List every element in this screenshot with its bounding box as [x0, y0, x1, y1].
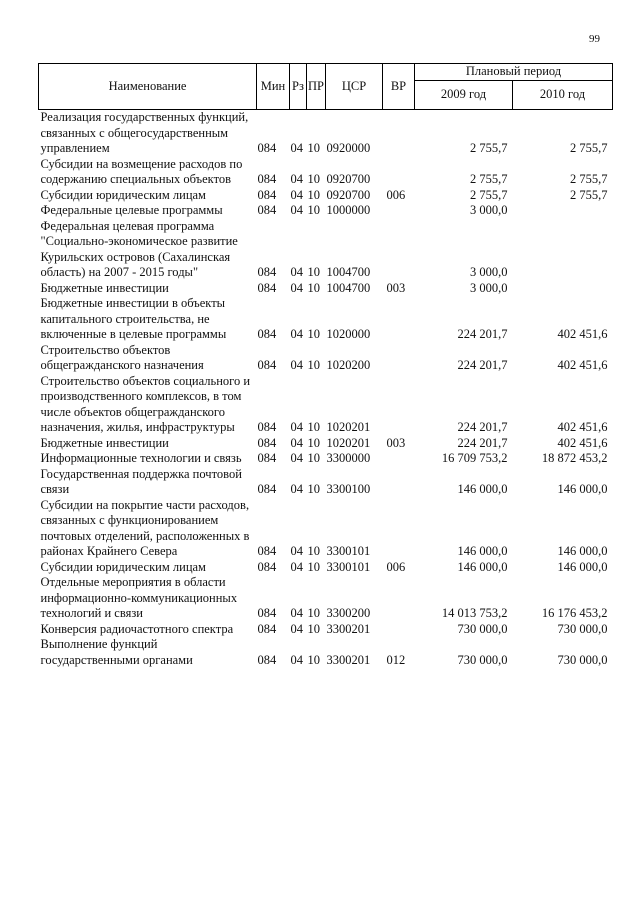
row-min: 084 [257, 358, 277, 372]
row-min: 084 [257, 420, 277, 434]
table-row [39, 219, 613, 281]
row-name: Бюджетные инвестиции в объекты капитального строительства, не включенные в целевые программы [40, 296, 227, 341]
header-planned-period: Плановый период [415, 64, 613, 81]
row-vr [383, 343, 415, 374]
row-vr [383, 575, 415, 622]
table-row [39, 203, 613, 219]
row-vr [383, 374, 415, 436]
row-min: 084 [257, 203, 277, 217]
row-rz: 04 [290, 451, 303, 465]
table-row [39, 343, 613, 374]
row-vr [383, 498, 415, 560]
row-rz: 04 [290, 280, 303, 295]
row-rz: 04 [290, 203, 303, 217]
row-rz: 04 [290, 559, 303, 574]
budget-table [38, 63, 613, 668]
row-csr: 1004700 [326, 265, 371, 279]
row-csr: 3300000 [326, 451, 371, 465]
row-value-2009: 3 000,0 [470, 280, 508, 295]
row-name: Отдельные мероприятия в области информационно-коммуникационных технологий и связи [40, 575, 238, 620]
header-pr: ПР [307, 64, 326, 110]
row-pr: 10 [307, 544, 320, 558]
row-csr: 3300201 [326, 621, 371, 636]
row-value-2009: 224 201,7 [457, 327, 508, 341]
row-value-2010: 2 755,7 [570, 172, 608, 186]
row-vr [383, 467, 415, 498]
row-vr [383, 622, 415, 638]
table-row [39, 467, 613, 498]
row-vr [383, 219, 415, 281]
row-value-2010: 402 451,6 [557, 435, 608, 450]
table-row [39, 110, 613, 157]
row-value-2009: 2 755,7 [470, 141, 508, 155]
row-csr: 3300201 [326, 652, 371, 667]
table-row [39, 622, 613, 638]
row-value-2010: 146 000,0 [557, 544, 608, 558]
row-pr: 10 [307, 606, 320, 620]
row-rz: 04 [290, 358, 303, 372]
row-min: 084 [257, 652, 277, 667]
row-min: 084 [257, 141, 277, 155]
row-min: 084 [257, 606, 277, 620]
row-min: 084 [257, 482, 277, 496]
table-row [39, 560, 613, 576]
row-pr: 10 [307, 482, 320, 496]
row-pr: 10 [307, 327, 320, 341]
row-name: Выполнение функций государственными органами [40, 637, 193, 667]
row-min: 084 [257, 544, 277, 558]
row-pr: 10 [307, 280, 320, 295]
row-value-2009: 224 201,7 [457, 358, 508, 372]
row-rz: 04 [290, 187, 303, 202]
row-min: 084 [257, 187, 277, 202]
row-pr: 10 [307, 172, 320, 186]
row-csr: 1020200 [326, 358, 371, 372]
row-min: 084 [257, 172, 277, 186]
row-vr: 012 [386, 652, 406, 667]
table-row [39, 157, 613, 188]
row-value-2010: 2 755,7 [570, 187, 608, 202]
row-value-2009: 224 201,7 [457, 420, 508, 434]
row-value-2009: 146 000,0 [457, 559, 508, 574]
row-value-2009: 146 000,0 [457, 544, 508, 558]
table-row [39, 637, 613, 668]
row-value-2010: 146 000,0 [557, 559, 608, 574]
row-name: Субсидии юридическим лицам [40, 559, 206, 574]
row-name: Реализация государственных функций, связанных с общегосударственным управлением [40, 110, 249, 155]
row-name: Бюджетные инвестиции [40, 435, 169, 450]
row-value-2009: 2 755,7 [470, 187, 508, 202]
row-pr: 10 [307, 203, 320, 217]
row-vr: 003 [386, 280, 406, 295]
row-value-2010: 18 872 453,2 [541, 451, 608, 465]
row-pr: 10 [307, 652, 320, 667]
table-row [39, 296, 613, 343]
row-rz: 04 [290, 265, 303, 279]
header-name: Наименование [39, 64, 257, 110]
row-csr: 3300200 [326, 606, 371, 620]
header-csr: ЦСР [326, 64, 383, 110]
row-csr: 1020201 [326, 420, 371, 434]
row-min: 084 [257, 327, 277, 341]
row-pr: 10 [307, 141, 320, 155]
row-min: 084 [257, 280, 277, 295]
row-rz: 04 [290, 482, 303, 496]
row-name: Информационные технологии и связь [40, 451, 242, 465]
row-value-2009: 224 201,7 [457, 435, 508, 450]
row-csr: 0920700 [326, 187, 371, 202]
table-row [39, 374, 613, 436]
row-rz: 04 [290, 606, 303, 620]
row-rz: 04 [290, 435, 303, 450]
row-vr: 006 [386, 187, 406, 202]
row-value-2009: 146 000,0 [457, 482, 508, 496]
table-header [39, 64, 613, 110]
row-value-2010: 402 451,6 [557, 327, 608, 341]
row-pr: 10 [307, 358, 320, 372]
row-value-2009: 2 755,7 [470, 172, 508, 186]
row-value-2010: 730 000,0 [557, 652, 608, 667]
row-value-2010: 402 451,6 [557, 358, 608, 372]
row-min: 084 [257, 265, 277, 279]
row-value-2009: 3 000,0 [470, 203, 508, 217]
row-pr: 10 [307, 451, 320, 465]
row-value-2009: 16 709 753,2 [441, 451, 508, 465]
row-value-2009: 730 000,0 [457, 621, 508, 636]
row-value-2010: 146 000,0 [557, 482, 608, 496]
header-year-2009: 2009 год [415, 81, 513, 110]
row-min: 084 [257, 451, 277, 465]
row-vr [383, 110, 415, 157]
row-name: Бюджетные инвестиции [40, 280, 169, 295]
row-rz: 04 [290, 420, 303, 434]
row-name: Субсидии на покрытие части расходов, связанных с функционированием почтовых отделений, расположенных в районах Крайнего Севера [40, 497, 250, 558]
row-vr [383, 203, 415, 219]
row-rz: 04 [290, 544, 303, 558]
row-value-2009: 14 013 753,2 [441, 606, 508, 620]
row-rz: 04 [290, 172, 303, 186]
row-csr: 3300101 [326, 544, 371, 558]
row-name: Федеральная целевая программа "Социально-экономическое развитие Курильских островов (Сахалинская область) на 2007 - 2015 годы" [40, 218, 238, 279]
header-rz: Рз [290, 64, 307, 110]
row-csr: 1020201 [326, 435, 371, 450]
row-vr [383, 451, 415, 467]
header-vr: ВР [383, 64, 415, 110]
header-min: Мин [257, 64, 290, 110]
row-csr: 0920700 [326, 172, 371, 186]
row-pr: 10 [307, 187, 320, 202]
table-row [39, 575, 613, 622]
row-min: 084 [257, 559, 277, 574]
row-vr [383, 157, 415, 188]
row-value-2010 [513, 281, 613, 297]
row-name: Государственная поддержка почтовой связи [40, 466, 242, 496]
row-rz: 04 [290, 652, 303, 667]
row-min: 084 [257, 621, 277, 636]
row-csr: 0920000 [326, 141, 371, 155]
table-row [39, 451, 613, 467]
row-value-2009: 3 000,0 [470, 265, 508, 279]
row-csr: 1004700 [326, 280, 371, 295]
row-name: Федеральные целевые программы [40, 203, 223, 217]
page-number: 99 [589, 33, 600, 45]
row-vr [383, 296, 415, 343]
row-name: Строительство объектов общегражданского назначения [40, 342, 204, 372]
row-pr: 10 [307, 621, 320, 636]
row-value-2010: 402 451,6 [557, 420, 608, 434]
row-name: Конверсия радиочастотного спектра [40, 621, 234, 636]
row-rz: 04 [290, 621, 303, 636]
row-pr: 10 [307, 435, 320, 450]
table-row [39, 188, 613, 204]
row-csr: 3300100 [326, 482, 371, 496]
row-value-2010: 2 755,7 [570, 141, 608, 155]
row-rz: 04 [290, 141, 303, 155]
row-csr: 3300101 [326, 559, 371, 574]
table-body [39, 110, 613, 669]
table-row [39, 436, 613, 452]
row-min: 084 [257, 435, 277, 450]
row-pr: 10 [307, 559, 320, 574]
row-pr: 10 [307, 420, 320, 434]
row-value-2009: 730 000,0 [457, 652, 508, 667]
row-value-2010 [513, 203, 613, 219]
table-row [39, 281, 613, 297]
table-row [39, 498, 613, 560]
row-rz: 04 [290, 327, 303, 341]
row-csr: 1020000 [326, 327, 371, 341]
header-year-2010: 2010 год [513, 81, 613, 110]
row-value-2010: 16 176 453,2 [541, 606, 608, 620]
row-value-2010: 730 000,0 [557, 621, 608, 636]
row-value-2010 [513, 219, 613, 281]
row-name: Строительство объектов социального и производственного комплексов, в том числе объектов общегражданского назначения, жилья, инфраструктуры [40, 373, 251, 434]
row-name: Субсидии на возмещение расходов по содержанию специальных объектов [40, 156, 243, 186]
row-pr: 10 [307, 265, 320, 279]
row-name: Субсидии юридическим лицам [40, 187, 206, 202]
row-csr: 1000000 [326, 203, 371, 217]
row-vr: 003 [386, 435, 406, 450]
row-vr: 006 [386, 559, 406, 574]
